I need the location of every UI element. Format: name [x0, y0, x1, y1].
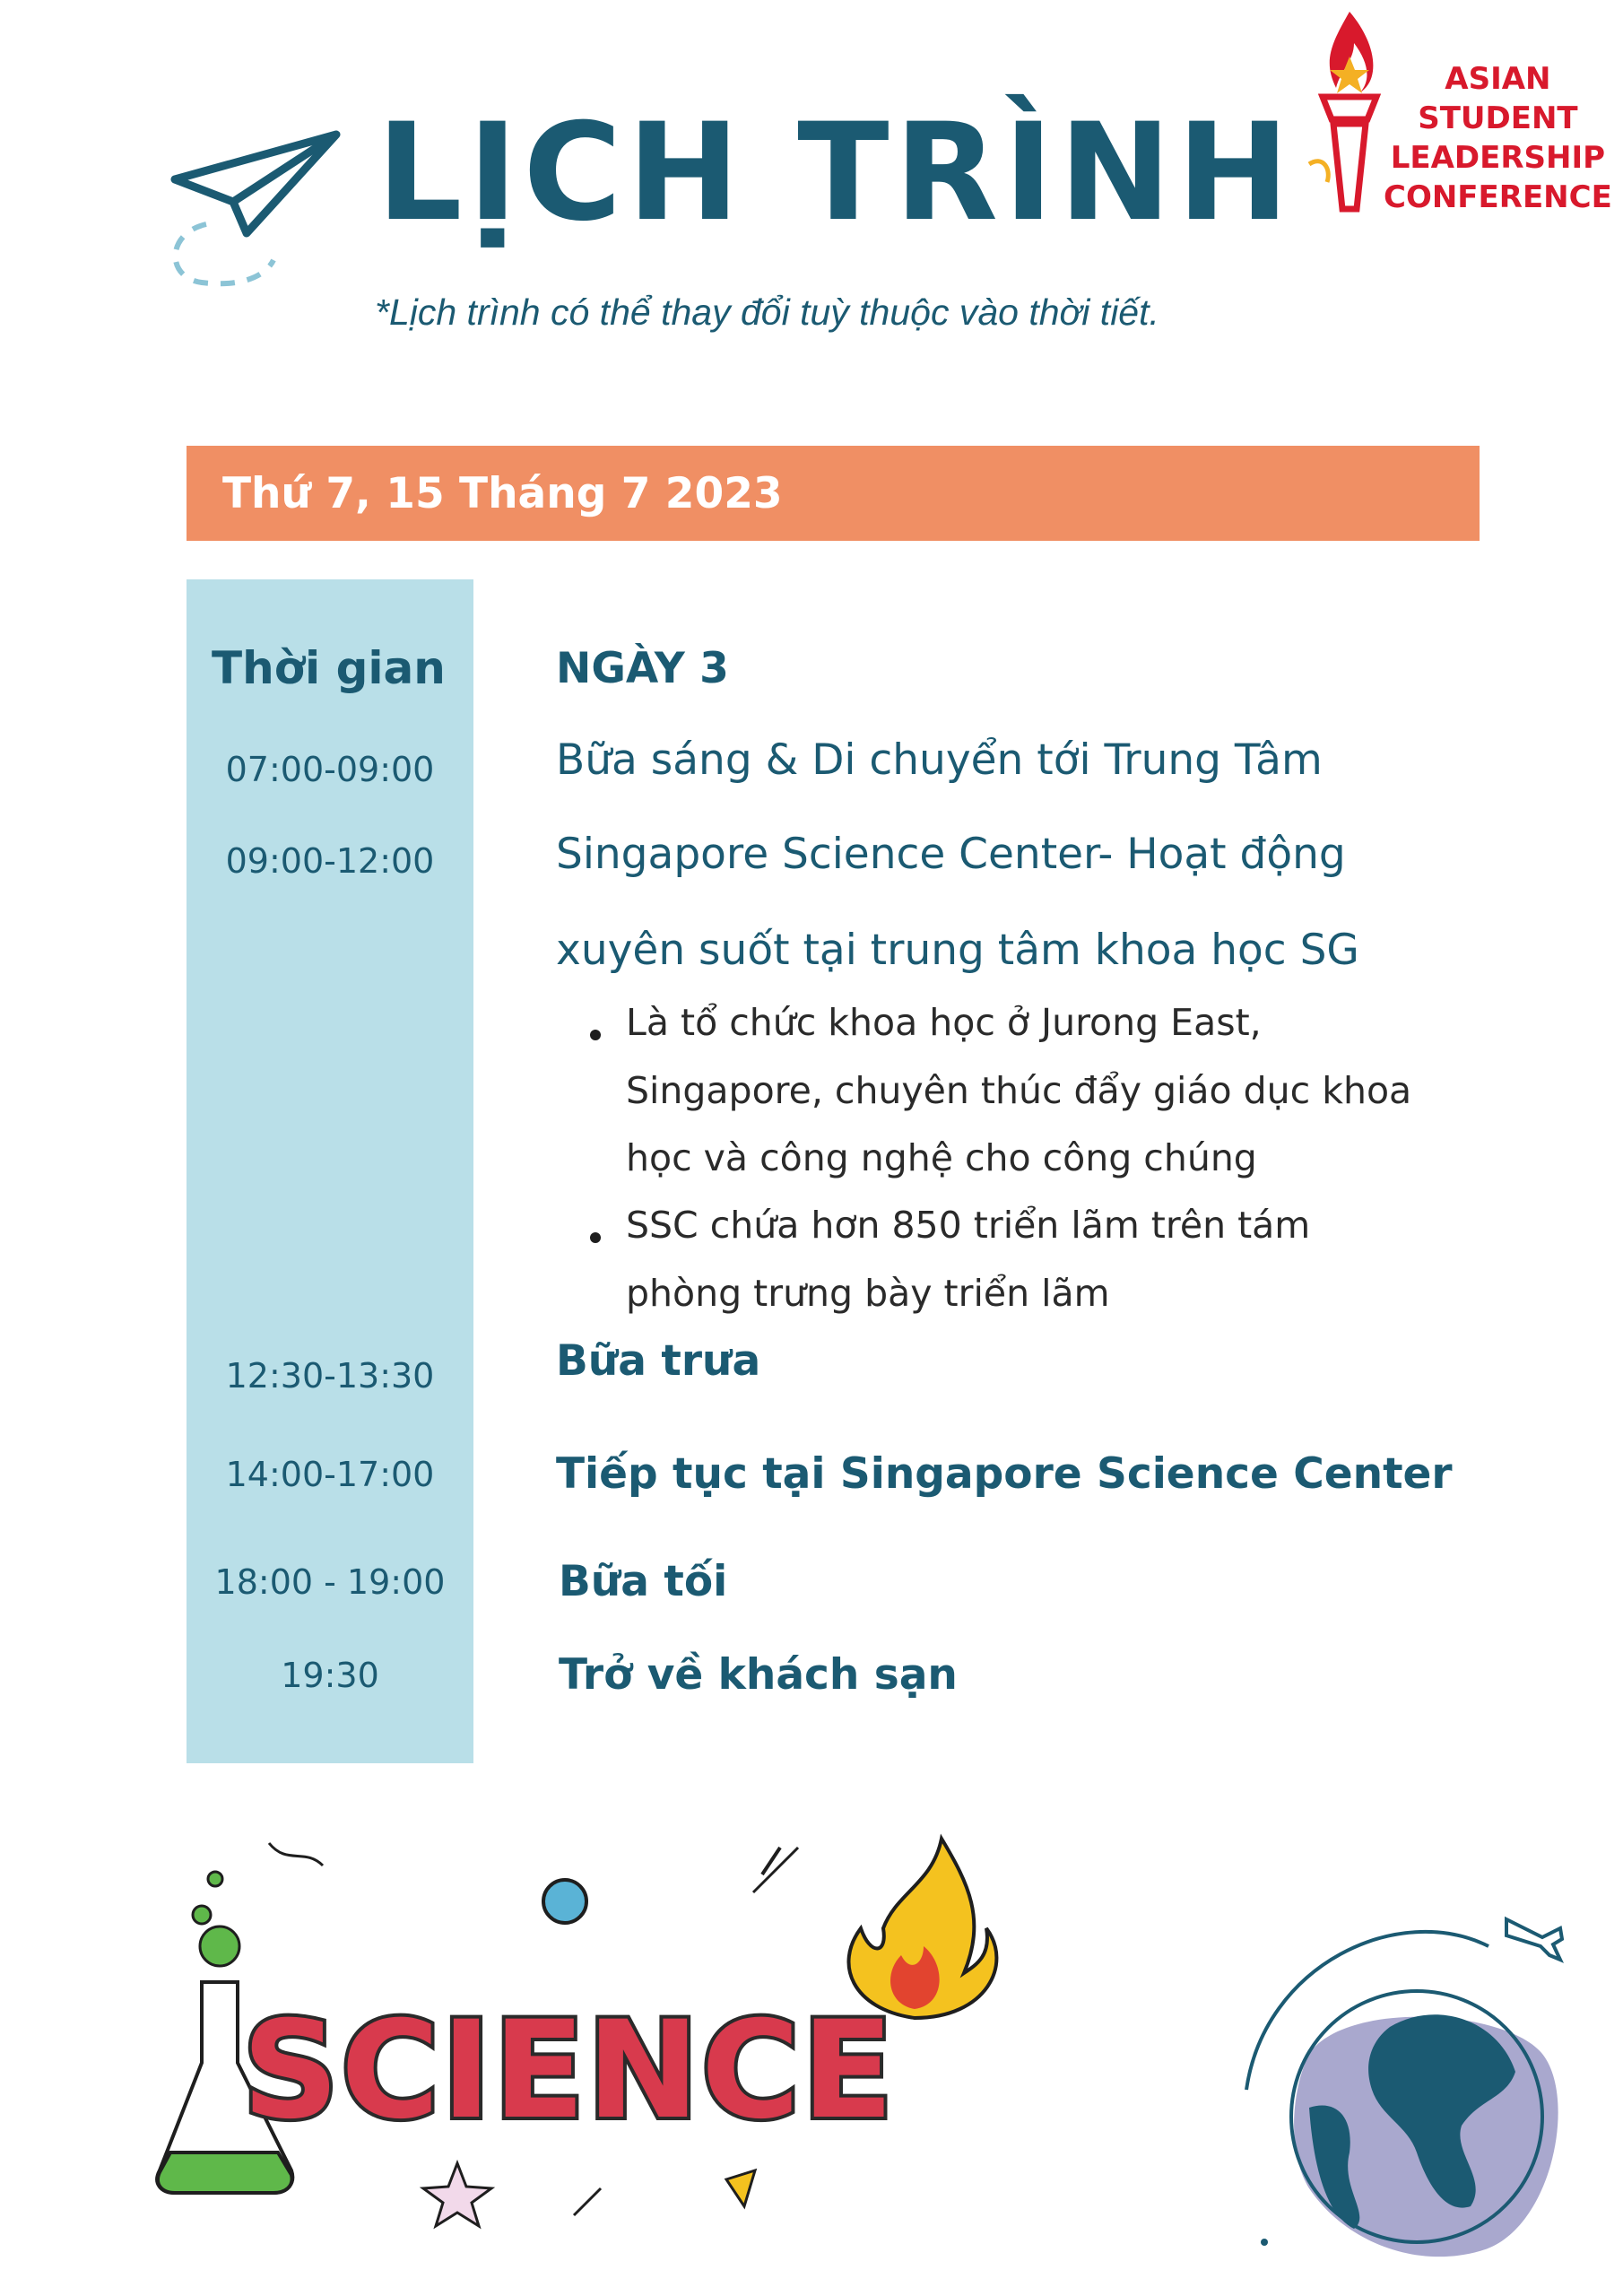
time-slot: 12:30-13:30 [225, 1356, 435, 1396]
activity-return: Trở về khách sạn [559, 1650, 958, 1700]
bullet-text: Singapore, chuyên thúc đẩy giáo dục khoa [626, 1069, 1412, 1112]
bullet-text: học và công nghệ cho công chúng [626, 1136, 1257, 1179]
activity-dinner: Bữa tối [559, 1557, 728, 1606]
activity-breakfast: Bữa sáng & Di chuyển tới Trung Tâm [556, 735, 1323, 785]
time-slot: 09:00-12:00 [225, 841, 435, 881]
date-label: Thứ 7, 15 Tháng 7 2023 [222, 469, 783, 518]
activity-lunch: Bữa trưa [556, 1336, 761, 1386]
torch-logo-icon [1305, 7, 1394, 213]
day-heading: NGÀY 3 [556, 644, 729, 693]
time-slot: 18:00 - 19:00 [214, 1562, 446, 1602]
date-bar [187, 446, 1480, 541]
paper-plane-icon [166, 126, 345, 296]
time-slot: 07:00-09:00 [225, 750, 435, 789]
activity-science-center: Singapore Science Center- Hoạt động [556, 830, 1346, 879]
time-heading: Thời gian [212, 642, 446, 694]
logo-text: ASIAN STUDENT LEADERSHIP CONFERENCE [1384, 61, 1612, 215]
time-slot: 14:00-17:00 [225, 1455, 435, 1494]
science-word: SCIENCE [242, 1993, 896, 2149]
bullet-text: SSC chứa hơn 850 triển lãm trên tám [626, 1204, 1311, 1247]
bullet-text: Là tổ chức khoa học ở Jurong East, [626, 1001, 1262, 1044]
time-slot: 19:30 [281, 1656, 379, 1695]
bullet-dot [590, 1030, 601, 1040]
science-illustration [152, 1830, 1067, 2251]
activity-continue: Tiếp tục tại Singapore Science Center [556, 1449, 1453, 1499]
time-column [187, 579, 473, 1763]
bullet-dot [590, 1232, 601, 1243]
activity-science-center-cont: xuyên suốt tại trung tâm khoa học SG [556, 926, 1359, 975]
weather-note: *Lịch trình có thể thay đổi tuỳ thuộc vào thời tiết. [375, 291, 1159, 333]
bullet-text: phòng trưng bày triển lãm [626, 1272, 1110, 1315]
globe-illustration [1237, 1892, 1596, 2269]
page-title: LỊCH TRÌNH [377, 95, 1295, 251]
